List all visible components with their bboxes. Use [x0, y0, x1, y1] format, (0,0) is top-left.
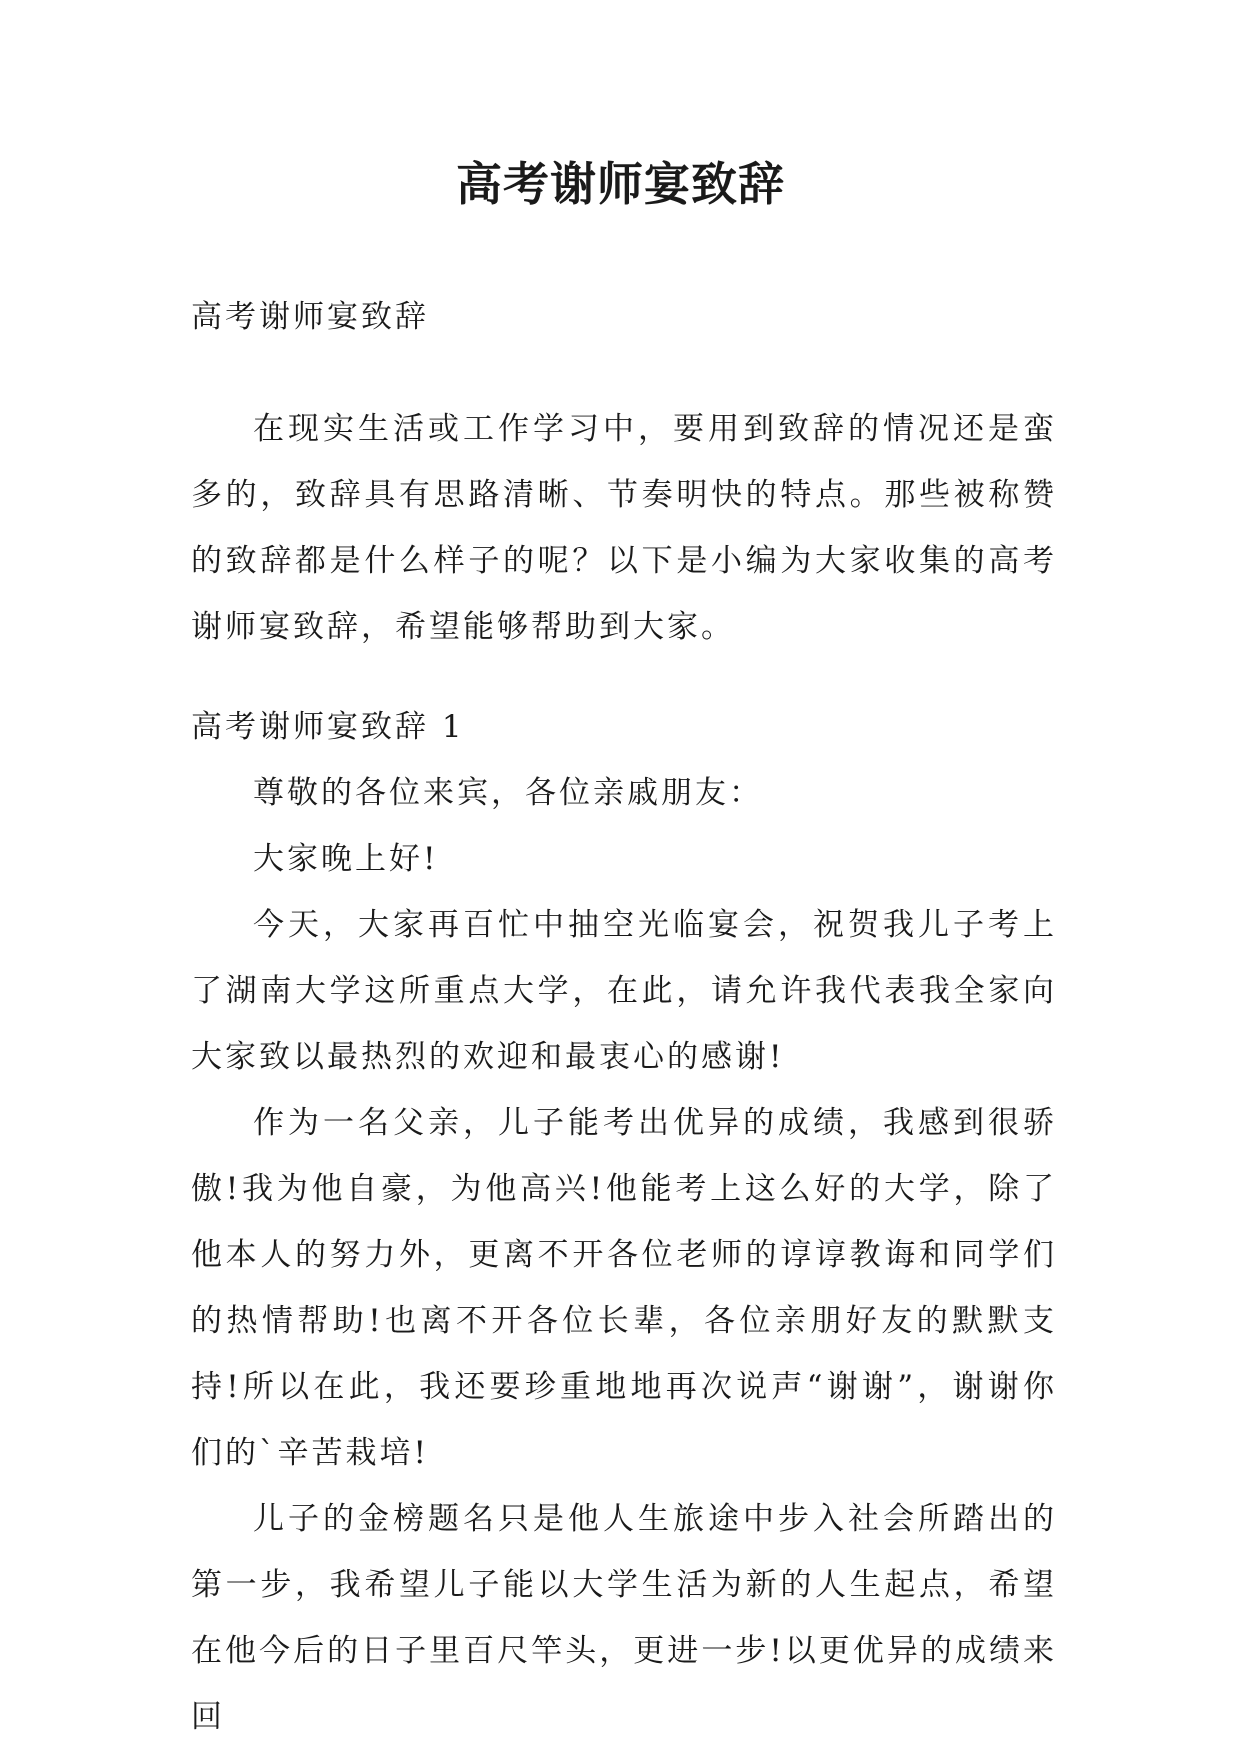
greeting-paragraph: 大家晚上好!: [253, 841, 439, 877]
document-title: 高考谢师宴致辞: [456, 157, 785, 211]
body-paragraph: 作为一名父亲，儿子能考出优异的成绩，我感到很骄傲!我为他自豪，为他高兴!他能考上这么好的大学，除了他本人的努力外，更离不开各位老师的谆谆教诲和同学们的热情帮助!也离不开各位长辈，各位亲朋好友的默默支持!所以在此，我还要珍重地地再次说声“谢谢”，谢谢你们的`辛苦栽培!: [191, 1105, 1057, 1471]
body-paragraph: 儿子的金榜题名只是他人生旅途中步入社会所踏出的第一步，我希望儿子能以大学生活为新的人生起点，希望在他今后的日子里百尺竿头，更进一步!以更优异的成绩来回: [191, 1501, 1057, 1735]
document-subtitle: 高考谢师宴致辞: [191, 299, 429, 335]
intro-paragraph: 在现实生活或工作学习中，要用到致辞的情况还是蛮多的，致辞具有思路清晰、节奏明快的特点。那些被称赞的致辞都是什么样子的呢？以下是小编为大家收集的高考谢师宴致辞，希望能够帮助到大家。: [191, 411, 1057, 645]
section-heading: 高考谢师宴致辞 1: [191, 709, 465, 745]
body-paragraph: 今天，大家再百忙中抽空光临宴会，祝贺我儿子考上了湖南大学这所重点大学，在此，请允许我代表我全家向大家致以最热烈的欢迎和最衷心的感谢!: [191, 907, 1057, 1075]
salutation-paragraph: 尊敬的各位来宾，各位亲戚朋友：: [253, 775, 763, 811]
speech-body: [191, 760, 1057, 1750]
